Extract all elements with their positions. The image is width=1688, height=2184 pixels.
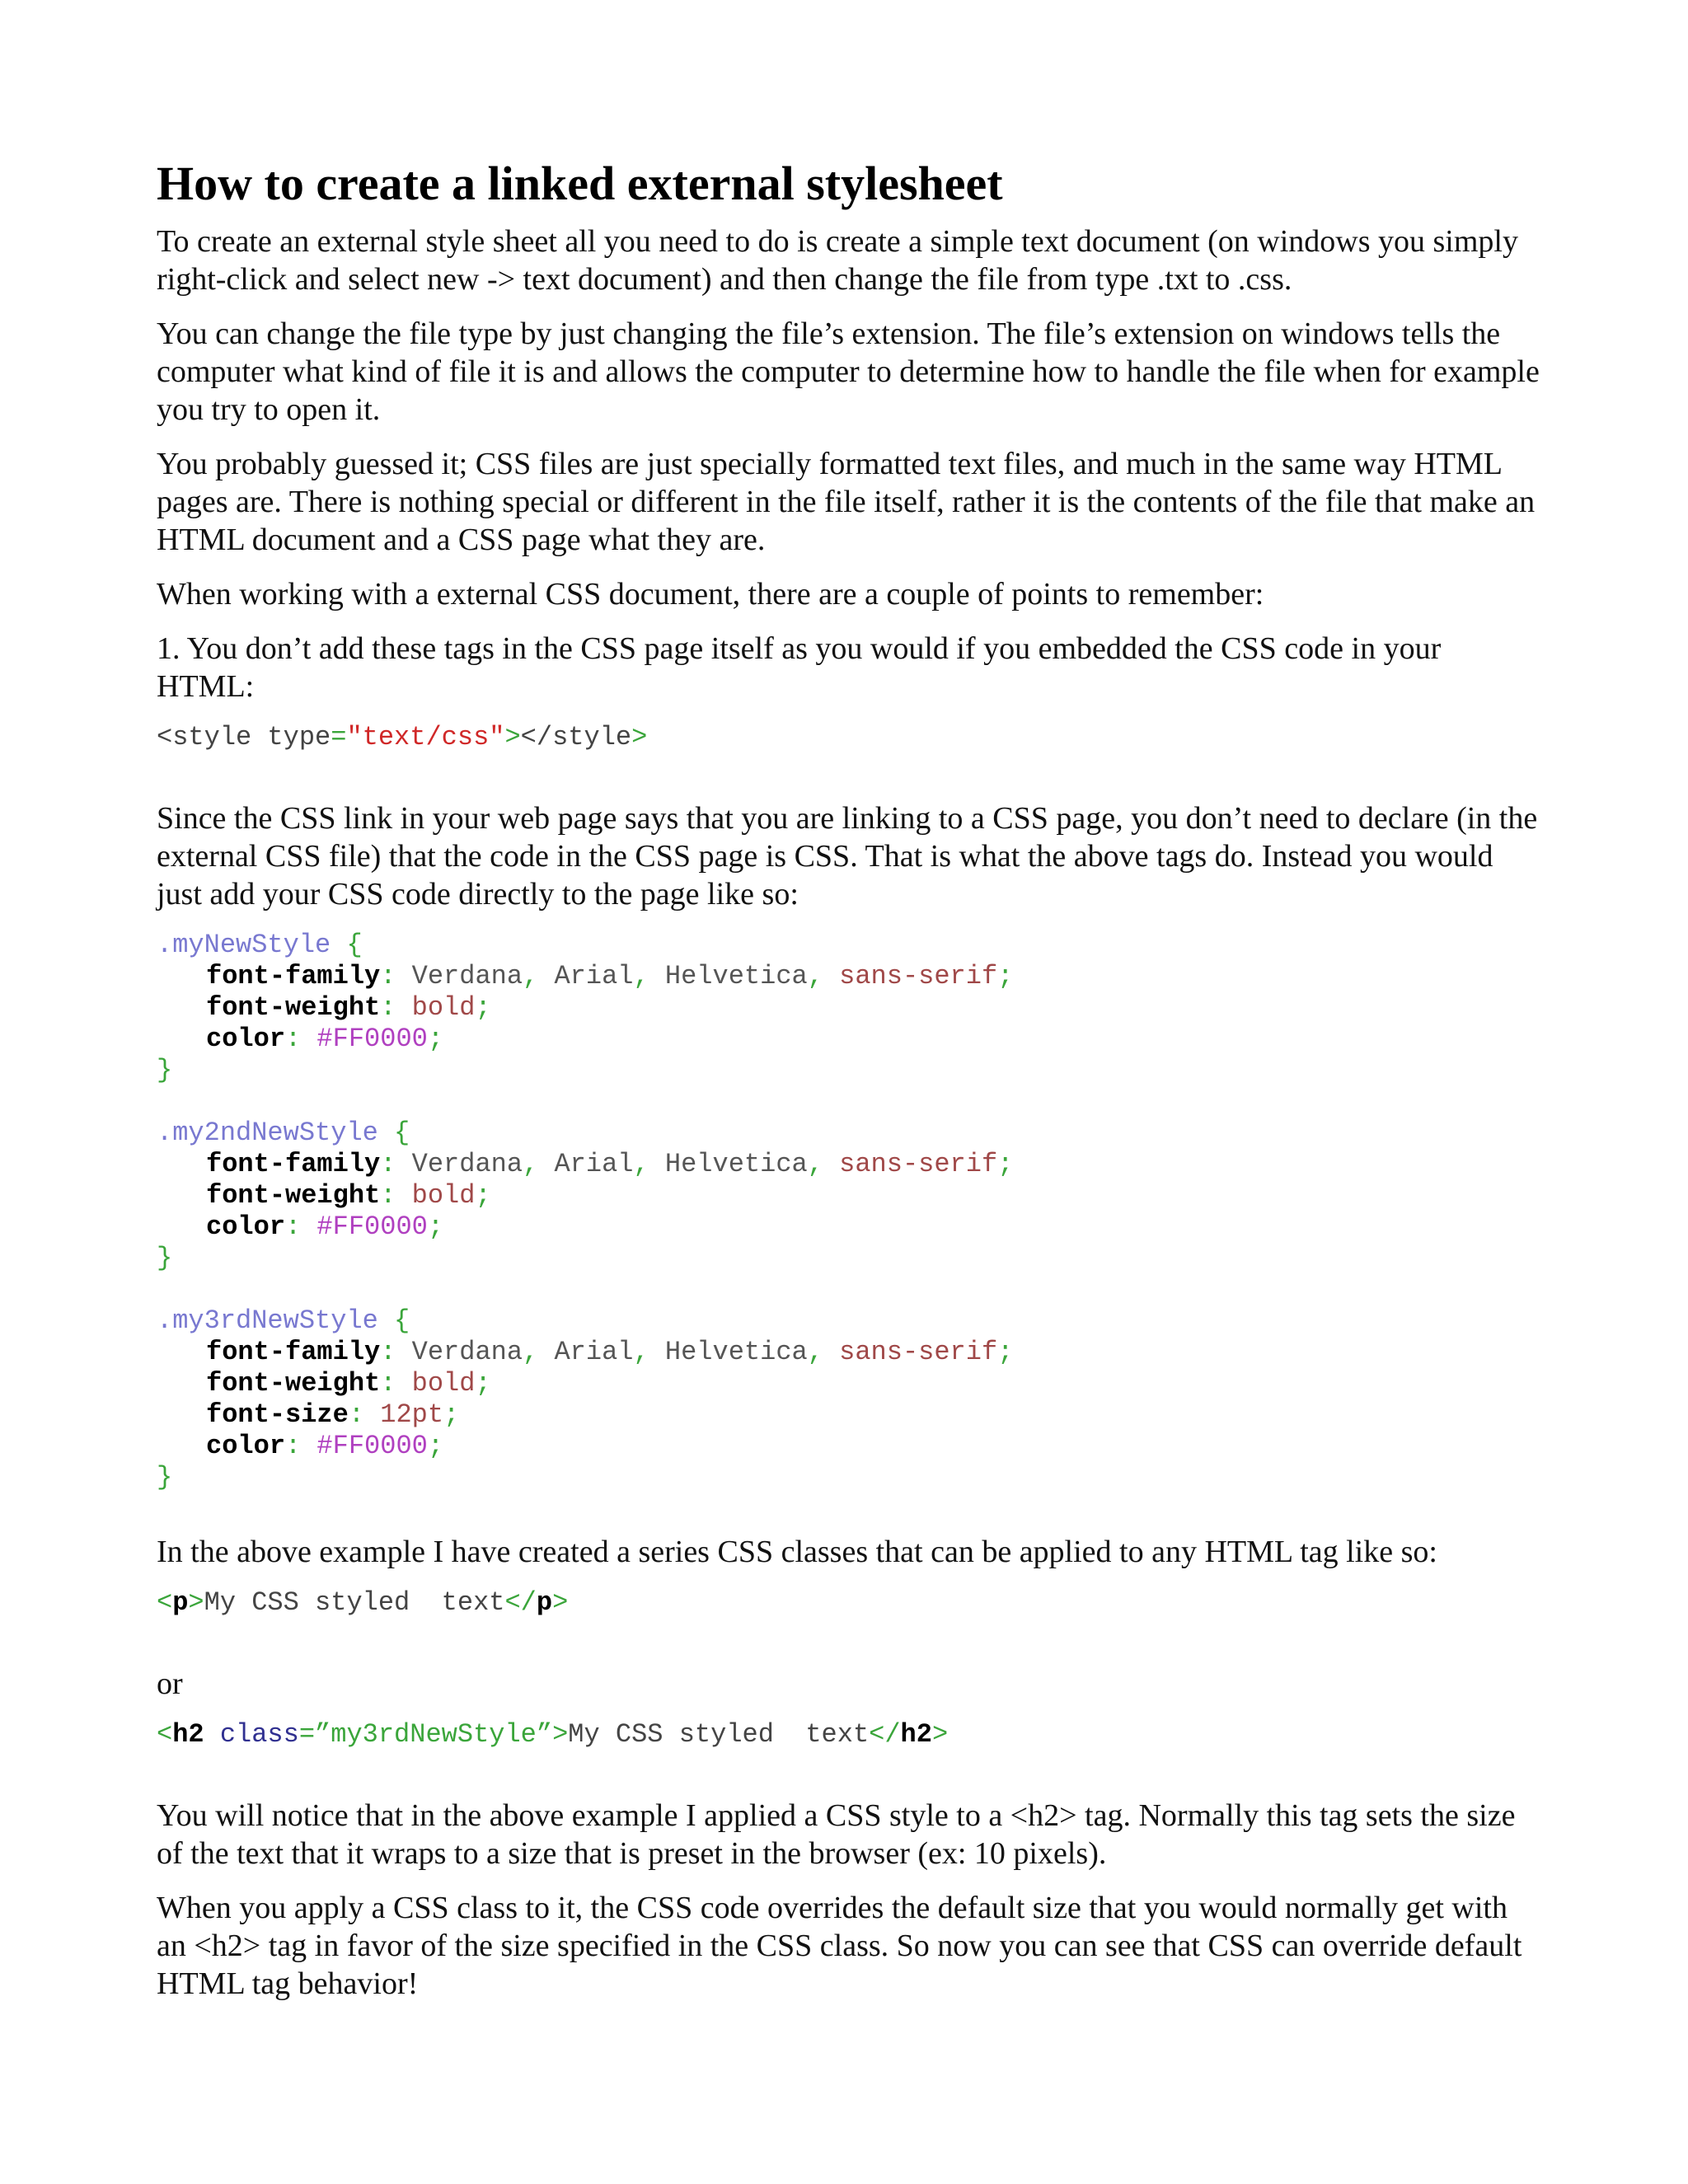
code-h2-tag: h2: [172, 1719, 204, 1750]
css-semicolon: ;: [427, 1024, 444, 1054]
css-rule: [157, 1305, 1541, 1493]
css-declaration: [157, 992, 1541, 1024]
code-h2-lt: <: [157, 1719, 173, 1750]
css-rule-footer: [157, 1243, 1541, 1274]
css-open-brace: {: [377, 1118, 410, 1148]
css-value: Verdana: [411, 1337, 523, 1367]
css-keyword: 12pt: [380, 1399, 444, 1430]
css-declaration: [157, 1180, 1541, 1212]
document-page: [157, 157, 1541, 2019]
css-comma: ,: [523, 1149, 555, 1179]
css-property: font-weight: [206, 1180, 381, 1211]
css-value: Arial: [554, 961, 634, 991]
css-declaration: [157, 961, 1541, 992]
css-rule-header: [157, 1118, 1541, 1149]
p-tag-code-snippet: [157, 1587, 1541, 1619]
css-colon: :: [380, 1149, 412, 1179]
css-declaration: [157, 1149, 1541, 1180]
code-type-value: "text/css": [346, 722, 505, 752]
css-rule-footer: [157, 1055, 1541, 1086]
css-property: color: [206, 1024, 286, 1054]
css-colon: :: [380, 1180, 412, 1211]
css-property: color: [206, 1212, 286, 1242]
code-h2-lt-slash: </: [869, 1719, 901, 1750]
css-comma: ,: [807, 961, 840, 991]
css-close-brace: }: [157, 1055, 173, 1085]
code-h2-close-tag: h2: [900, 1719, 932, 1750]
paragraph-1: To create an external style sheet all you need to do is create a simple text document (on windows you simply right-click and select new -> text document) and then change the file from type .txt to .css.: [157, 224, 1518, 297]
code-style-open: <style type: [157, 722, 331, 752]
css-colon: :: [285, 1212, 317, 1242]
css-hex-color: #FF0000: [316, 1212, 428, 1242]
css-hex-color: #FF0000: [316, 1024, 428, 1054]
css-semicolon: ;: [997, 961, 1014, 991]
code-close-bracket-end: >: [631, 722, 648, 752]
css-colon: :: [380, 961, 412, 991]
paragraph-2: You can change the file type by just changing the file’s extension. The file’s extension on windows tells the computer what kind of file it is and allows the computer to determine how to handle the file when for example you try to open it.: [157, 316, 1540, 427]
code-h2-eq: =: [298, 1719, 316, 1750]
css-semicolon: ;: [475, 1180, 491, 1211]
css-rules-code-block: [157, 930, 1541, 1493]
style-tag-code-snippet: [157, 722, 1541, 753]
css-semicolon: ;: [443, 1399, 460, 1430]
paragraph-3: You probably guessed it; CSS files are just specially formatted text files, and much in the same way HTML pages are. There is nothing special or different in the file itself, rather it is the contents of the file that make an HTML document and a CSS page what they are.: [157, 447, 1536, 557]
code-gt: >: [188, 1587, 204, 1618]
css-property: color: [206, 1431, 286, 1461]
css-comma: ,: [523, 961, 555, 991]
css-rule-header: [157, 930, 1541, 961]
css-property: font-weight: [206, 1368, 381, 1399]
css-selector: .my3rdNewStyle: [157, 1305, 378, 1336]
paragraph-4: When working with a external CSS document, there are a couple of points to remember:: [157, 577, 1264, 612]
css-declaration: [157, 1024, 1541, 1055]
code-p-close-tag: p: [536, 1587, 553, 1618]
css-value: Arial: [554, 1149, 634, 1179]
page-title: How to create a linked external stylesheet: [157, 157, 1003, 210]
code-h2-attr-value: ”my3rdNewStyle”: [315, 1719, 553, 1750]
css-semicolon: ;: [427, 1212, 444, 1242]
paragraph-5: 1. You don’t add these tags in the CSS page itself as you would if you embedded the CSS code in your HTML:: [157, 631, 1442, 704]
css-rule-header: [157, 1305, 1541, 1337]
css-comma: ,: [523, 1337, 555, 1367]
css-semicolon: ;: [997, 1337, 1014, 1367]
css-close-brace: }: [157, 1243, 173, 1273]
code-style-close: </style: [520, 722, 632, 752]
css-hex-color: #FF0000: [316, 1431, 428, 1461]
css-property: font-family: [206, 961, 381, 991]
css-colon: :: [285, 1431, 317, 1461]
css-keyword: sans-serif: [839, 1337, 998, 1367]
css-comma: ,: [807, 1337, 840, 1367]
paragraph-7: In the above example I have created a series CSS classes that can be applied to any HTML tag like so:: [157, 1535, 1437, 1569]
css-rule-footer: [157, 1462, 1541, 1493]
css-colon: :: [380, 992, 412, 1023]
css-property: font-size: [206, 1399, 349, 1430]
css-selector: .my2ndNewStyle: [157, 1118, 378, 1148]
css-rule: [157, 1118, 1541, 1274]
css-colon: :: [285, 1024, 317, 1054]
code-h2-attr: class: [219, 1719, 299, 1750]
code-h2-gt-end: >: [931, 1719, 949, 1750]
css-comma: ,: [807, 1149, 840, 1179]
css-value: Helvetica: [664, 1337, 808, 1367]
h2-tag-code-snippet: [157, 1719, 1541, 1750]
css-comma: ,: [633, 961, 665, 991]
css-property: font-family: [206, 1337, 381, 1367]
css-semicolon: ;: [997, 1149, 1014, 1179]
code-h2-text: My CSS styled text: [568, 1719, 870, 1750]
css-value: Verdana: [411, 1149, 523, 1179]
css-comma: ,: [633, 1149, 665, 1179]
css-semicolon: ;: [475, 992, 491, 1023]
css-declaration: [157, 1368, 1541, 1399]
css-open-brace: {: [377, 1305, 410, 1336]
paragraph-or: or: [157, 1666, 183, 1701]
css-keyword: bold: [411, 1180, 476, 1211]
css-value: Arial: [554, 1337, 634, 1367]
code-equals: =: [331, 722, 347, 752]
css-value: Verdana: [411, 961, 523, 991]
css-colon: :: [380, 1368, 412, 1399]
code-p-tag: p: [172, 1587, 189, 1618]
css-colon: :: [380, 1337, 412, 1367]
css-keyword: sans-serif: [839, 961, 998, 991]
css-declaration: [157, 1431, 1541, 1462]
css-declaration: [157, 1399, 1541, 1431]
paragraph-10: When you apply a CSS class to it, the CSS code overrides the default size that you would normally get with an <h2> tag in favor of the size specified in the CSS class. So now you can see that CSS can override default HTML tag behavior!: [157, 1891, 1522, 2001]
code-p-text: My CSS styled text: [204, 1587, 505, 1618]
css-semicolon: ;: [427, 1431, 444, 1461]
css-semicolon: ;: [475, 1368, 491, 1399]
css-keyword: bold: [411, 1368, 476, 1399]
css-colon: :: [348, 1399, 381, 1430]
css-close-brace: }: [157, 1462, 173, 1493]
code-lt: <: [157, 1587, 173, 1618]
paragraph-9: You will notice that in the above example I applied a CSS style to a <h2> tag. Normally this tag sets the size of the text that it wraps to a size that is preset in the browser (ex: 10 pixels).: [157, 1798, 1516, 1871]
paragraph-6: Since the CSS link in your web page says that you are linking to a CSS page, you don’t need to declare (in the external CSS file) that the code in the CSS page is CSS. That is what the above tags do. Instead you would just add your CSS code directly to the page like so:: [157, 801, 1538, 912]
css-comma: ,: [633, 1337, 665, 1367]
css-declaration: [157, 1212, 1541, 1243]
css-value: Helvetica: [664, 1149, 808, 1179]
css-value: Helvetica: [664, 961, 808, 991]
css-rule: [157, 930, 1541, 1086]
code-h2-gt: >: [552, 1719, 569, 1750]
css-declaration: [157, 1337, 1541, 1368]
code-gt-end: >: [552, 1587, 569, 1618]
css-open-brace: {: [331, 930, 363, 960]
css-keyword: bold: [411, 992, 476, 1023]
code-lt-slash: </: [504, 1587, 537, 1618]
css-keyword: sans-serif: [839, 1149, 998, 1179]
code-close-bracket: >: [504, 722, 521, 752]
css-property: font-family: [206, 1149, 381, 1179]
css-selector: .myNewStyle: [157, 930, 331, 960]
css-property: font-weight: [206, 992, 381, 1023]
